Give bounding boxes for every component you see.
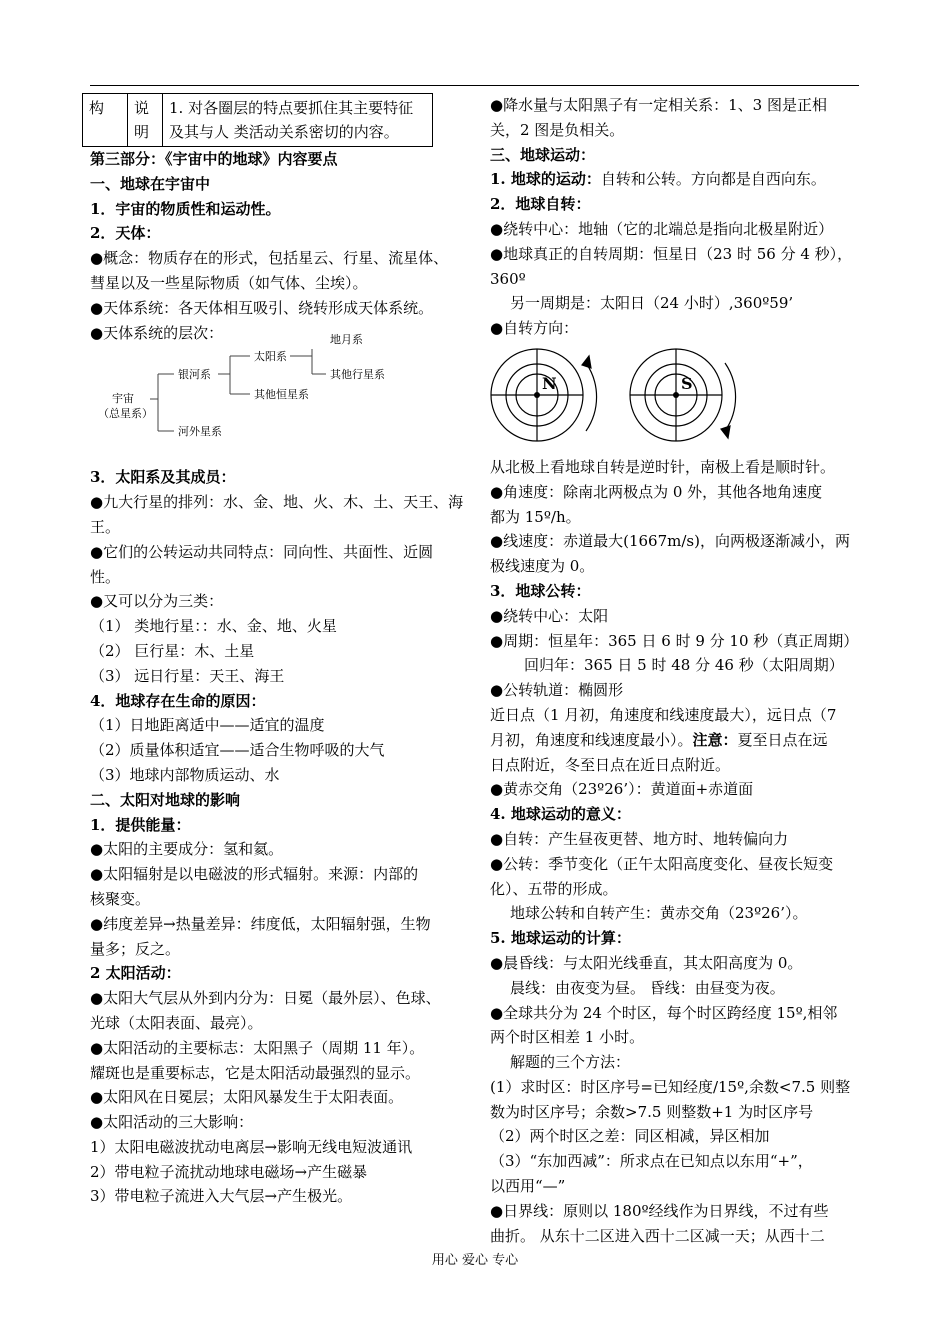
text-line: ●太阳的主要成分：氢和氦。 bbox=[90, 840, 284, 859]
page-footer: 用心 爱心 专心 bbox=[431, 1253, 519, 1268]
right-column bbox=[490, 93, 870, 1248]
text-line: 光球（太阳表面、最亮）。 bbox=[90, 1013, 263, 1032]
text-line: （1） 类地行星：：水、金、地、火星 bbox=[90, 617, 337, 636]
table-cell-label: 说明 bbox=[128, 94, 163, 147]
subheading: 2．地球自转： bbox=[490, 195, 591, 214]
solar-system-label: 太阳系 bbox=[254, 350, 287, 364]
text-line: 核聚变。 bbox=[90, 889, 151, 908]
subheading: 3．太阳系及其成员： bbox=[90, 468, 236, 487]
text-line: ●黄赤交角（23º26’）：黄道面+赤道面 bbox=[490, 780, 754, 799]
table-cell-structure: 构 bbox=[83, 94, 128, 147]
other-planets-label: 其他行星系 bbox=[330, 368, 385, 382]
celestial-hierarchy-diagram bbox=[90, 333, 462, 459]
text-line: ●降水量与太阳黑子有一定相关系：1、3 图是正相 bbox=[490, 96, 827, 114]
subheading: 2 太阳活动： bbox=[90, 964, 181, 983]
rotation-globes bbox=[490, 343, 870, 453]
text-line: ●周期：恒星年：365 日 6 时 9 分 10 秒（真正周期） bbox=[490, 631, 859, 650]
other-galaxies-label: 河外星系 bbox=[178, 425, 222, 439]
text-line: 极线速度为 0。 bbox=[490, 557, 595, 576]
text-line: 量多；反之。 bbox=[90, 939, 181, 958]
text-line: （3）“东加西减”：所求点在已知点以东用“+”， bbox=[490, 1152, 813, 1171]
text-line: 化）、五带的形成。 bbox=[490, 879, 618, 898]
section-heading: 二、太阳对地球的影响 bbox=[90, 790, 241, 809]
north-pole-label: N bbox=[542, 373, 557, 393]
text-line: ●自转：产生昼夜更替、地方时、地转偏向力 bbox=[490, 829, 789, 848]
text-line: 3）带电粒子流进入大气层→产生极光。 bbox=[90, 1187, 353, 1206]
text-line bbox=[490, 728, 870, 753]
text-line: （2）质量体积适宜——适合生物呼吸的大气 bbox=[90, 741, 385, 760]
subheading: 2．天体： bbox=[90, 224, 161, 243]
header-rule bbox=[90, 85, 859, 86]
text-line: 数为时区序号；余数>7.5 则整数+1 为时区序号 bbox=[490, 1102, 814, 1121]
text-line: ●角速度：除南北两极点为 0 外，其他各地角速度 bbox=[490, 482, 823, 501]
text-line: 关，2 图是负相关。 bbox=[490, 120, 625, 139]
text-line: （1）日地距离适中——适宜的温度 bbox=[90, 716, 325, 735]
table-cell-content: 1. 对各圈层的特点要抓住其主要特征及其与人 类活动关系密切的内容。 bbox=[163, 94, 433, 147]
text-line: ●公转轨道：椭圆形 bbox=[490, 681, 624, 700]
text-line: （2） 巨行星：木、土星 bbox=[90, 641, 255, 660]
text-line: ●它们的公转运动共同特点：同向性、共面性、近圆 bbox=[90, 542, 434, 561]
text-line: ●又可以分为三类： bbox=[90, 592, 224, 611]
text-line: ●晨昏线：与太阳光线垂直，其太阳高度为 0。 bbox=[490, 953, 803, 972]
text-line: ●太阳活动的主要标志：太阳黑子（周期 11 年）。 bbox=[90, 1038, 425, 1057]
text-line: 耀斑也是重要标志，它是太阳活动最强烈的显示。 bbox=[90, 1063, 421, 1082]
text-line: ●纬度差异→热量差异：纬度低，太阳辐射强，生物 bbox=[90, 914, 431, 933]
subheading: 3．地球公转： bbox=[490, 581, 591, 600]
text-line: 地球公转和自转产生：黄赤交角（23º26’）。 bbox=[510, 904, 808, 923]
text-line: ●太阳大气层从外到内分为：日冕（最外层）、色球、 bbox=[90, 989, 441, 1008]
text-line: 解题的三个方法： bbox=[510, 1053, 631, 1072]
text-line: 彗星以及一些星际物质（如气体、尘埃）。 bbox=[90, 273, 368, 292]
text-line bbox=[490, 167, 870, 192]
text-line: 曲折。 从东十二区进入西十二区减一天；从西十二 bbox=[490, 1226, 825, 1245]
text-line: ●概念：物质存在的形式，包括星云、行星、流星体、 bbox=[90, 249, 449, 268]
text-line: 性。 bbox=[90, 567, 121, 586]
text-line: （3）地球内部物质运动、水 bbox=[90, 765, 280, 784]
inline-text: 自转和公转。方向都是自西向东。 bbox=[600, 170, 826, 189]
text-line: ●日界线：原则以 180º经线作为日界线，不过有些 bbox=[490, 1201, 829, 1220]
text-line: ●绕转中心：地轴（它的北端总是指向北极星附近） bbox=[490, 219, 834, 238]
text-line: 另一周期是：太阳日（24 小时）,360º59’ bbox=[510, 294, 794, 313]
text-line: 以西用“—” bbox=[490, 1177, 566, 1196]
text-line: ●天体系统的层次： bbox=[90, 323, 224, 342]
text-line: ●自转方向： bbox=[490, 319, 579, 338]
subheading: 5. 地球运动的计算： bbox=[490, 929, 631, 948]
south-pole-label: S bbox=[681, 373, 693, 393]
text-line: ●太阳辐射是以电磁波的形式辐射。来源：内部的 bbox=[90, 865, 419, 884]
text-line: 回归年：365 日 5 时 48 分 46 秒（太阳周期） bbox=[524, 656, 844, 675]
text-line: ●公转：季节变化（正午太阳高度变化、昼夜长短变 bbox=[490, 854, 834, 873]
text-line: ●太阳风在日冕层；太阳风暴发生于太阳表面。 bbox=[90, 1088, 404, 1107]
text-line: 王。 bbox=[90, 517, 121, 536]
text-line: （3） 远日行星：天王、海王 bbox=[90, 666, 285, 685]
text-line: 日点附近，冬至日点在近日点附近。 bbox=[490, 755, 731, 774]
text-line: 近日点（1 月初，角速度和线速度最大），远日点（7 bbox=[490, 705, 837, 724]
text-line: 都为 15º/h。 bbox=[490, 507, 581, 526]
text-line: ●全球共分为 24 个时区，每个时区跨经度 15º,相邻 bbox=[490, 1003, 838, 1022]
subheading: 4. 地球运动的意义： bbox=[490, 805, 631, 824]
text-line: 2）带电粒子流扰动地球电磁场→产生磁暴 bbox=[90, 1162, 368, 1181]
subheading: 1．提供能量： bbox=[90, 815, 191, 834]
inline-text: 夏至日点在远 bbox=[737, 730, 828, 749]
section-heading: 一、地球在宇宙中 bbox=[90, 174, 211, 193]
text-line: ●地球真正的自转周期：恒星日（23 时 56 分 4 秒）， bbox=[490, 244, 853, 263]
universe-label: 宇宙 bbox=[112, 392, 134, 406]
inline-heading: 1. 地球的运动： bbox=[490, 170, 601, 189]
text-line: 1）太阳电磁波扰动电离层→影响无线电短波通讯 bbox=[90, 1137, 413, 1156]
subheading: 1．宇宙的物质性和运动性。 bbox=[90, 199, 281, 218]
left-column bbox=[90, 93, 462, 1209]
note-label: 注意： bbox=[692, 730, 738, 749]
text-line: ●天体系统：各天体相互吸引、绕转形成天体系统。 bbox=[90, 298, 434, 317]
text-line: ●绕转中心：太阳 bbox=[490, 606, 609, 625]
text-line: (1）求时区：时区序号=已知经度/15º,余数<7.5 则整 bbox=[490, 1077, 851, 1096]
section-heading: 三、地球运动： bbox=[490, 145, 596, 164]
subheading: 4．地球存在生命的原因： bbox=[90, 691, 266, 710]
text-line: （2）两个时区之差：同区相减，异区相加 bbox=[490, 1127, 770, 1146]
text-line: 晨线：由夜变为昼。 昏线：由昼变为夜。 bbox=[510, 978, 785, 997]
text-line: 从北极上看地球自转是逆时针，南极上看是顺时针。 bbox=[490, 457, 836, 476]
summary-table bbox=[82, 93, 433, 147]
text-line: 两个时区相差 1 小时。 bbox=[490, 1028, 645, 1047]
text-line: ●线速度：赤道最大(1667m/s)，向两极逐渐减小，两 bbox=[490, 532, 850, 551]
part-three-heading: 第三部分：《宇宙中的地球》内容要点 bbox=[90, 150, 338, 168]
inline-text: 月初，角速度和线速度最小）。 bbox=[490, 730, 693, 749]
other-stars-label: 其他恒星系 bbox=[254, 388, 309, 402]
universe-sub-label: （总星系） bbox=[98, 407, 153, 421]
hierarchy-connector-lines bbox=[90, 349, 462, 459]
text-line: 360º bbox=[490, 269, 526, 288]
earth-moon-label: 地月系 bbox=[330, 333, 363, 347]
text-line: ●九大行星的排列：水、金、地、火、木、土、天王、海 bbox=[90, 493, 464, 512]
text-line: ●太阳活动的三大影响： bbox=[90, 1113, 254, 1132]
milky-way-label: 银河系 bbox=[178, 368, 211, 382]
rotation-diagram bbox=[490, 343, 870, 453]
